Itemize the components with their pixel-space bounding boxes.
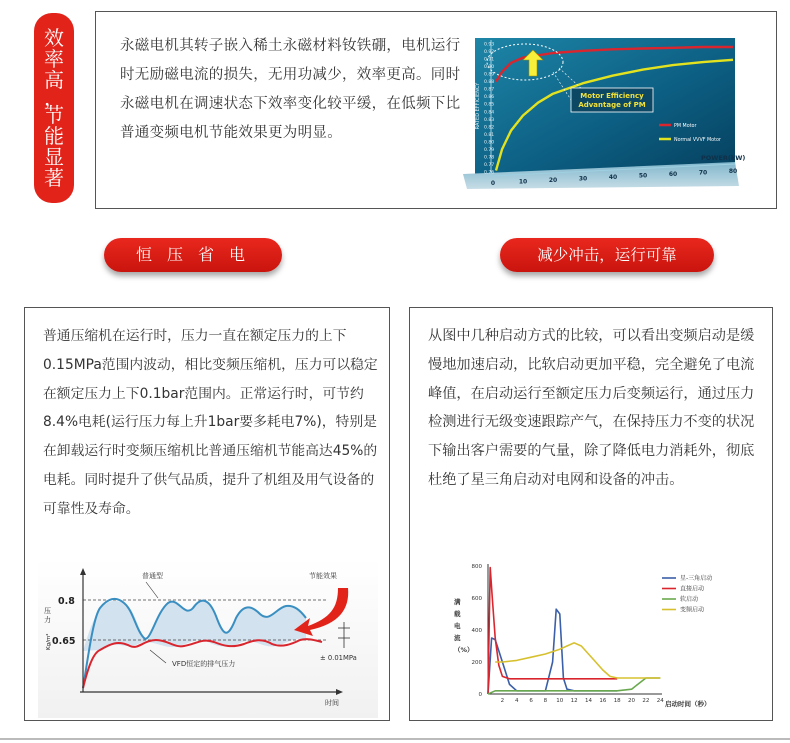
motor-x-tick: 0 bbox=[490, 179, 496, 187]
motor-y-tick: 0.93 bbox=[484, 42, 495, 48]
callout-title: Motor Efficiency bbox=[580, 92, 644, 100]
motor-x-tick: 60 bbox=[668, 171, 678, 179]
start-x-tick: 6 bbox=[529, 698, 533, 704]
motor-y-tick: 0.84 bbox=[484, 110, 495, 116]
tag-char: 著 bbox=[44, 165, 64, 190]
motor-x-tick: 30 bbox=[578, 175, 588, 183]
legend-label: 软启动 bbox=[680, 596, 699, 603]
motor-y-tick: 0.91 bbox=[484, 57, 495, 63]
start-x-tick: 10 bbox=[556, 698, 564, 704]
legend-pm-label: PM Motor bbox=[674, 124, 697, 129]
constant-pressure-paragraph: 普通压缩机在运行时，压力一直在额定压力的上下0.15MPa范围内波动，相比变频压缩机，压力可以稳定在额定压力上下0.1bar范围内。正常运行时，可节约8.4%电耗(运行压力每上升1bar要多耗电7%)，特别是在卸载运行时变频压缩机比普通压缩机节能高达45%的电耗。同时提升了供气品质，提升了机组及用气设备的可靠性及寿命。 bbox=[43, 328, 378, 517]
start-y-tick: 200 bbox=[471, 660, 482, 666]
tick-lower: 0.65 bbox=[52, 636, 76, 647]
tag-char: 高 bbox=[44, 67, 64, 92]
motor-y-tick: 0.92 bbox=[484, 50, 495, 56]
start-y-label-char: 流 bbox=[454, 634, 461, 642]
legend-vvvf-label: Normal VVVF Motor bbox=[674, 138, 721, 143]
tag-char: 率 bbox=[44, 46, 64, 71]
start-x-tick: 16 bbox=[599, 698, 607, 704]
tag-char: 显 bbox=[44, 144, 64, 169]
motor-y-tick: 0.87 bbox=[484, 87, 495, 93]
motor-y-tick: 0.82 bbox=[484, 125, 495, 131]
tag-char: 能 bbox=[44, 123, 64, 148]
saving-label: 节能效果 bbox=[309, 572, 337, 580]
motor-y-tick: 0.88 bbox=[484, 80, 495, 86]
motor-y-label: RATED EFFICIENCY bbox=[475, 82, 481, 130]
motor-y-tick: 0.80 bbox=[484, 140, 495, 146]
start-y-label-char: 电 bbox=[454, 622, 461, 630]
constant-pressure-pill: 恒压省电 bbox=[104, 238, 282, 272]
motor-y-tick: 0.90 bbox=[484, 65, 495, 71]
start-y-label-char: （%） bbox=[454, 646, 474, 654]
motor-y-tick: 0.83 bbox=[484, 117, 495, 123]
tag-char: ， bbox=[44, 85, 64, 110]
motor-y-tick: 0.86 bbox=[484, 95, 495, 101]
efficiency-box bbox=[95, 11, 777, 209]
pressure-y-label-1: 压 bbox=[44, 607, 51, 615]
start-x-tick: 4 bbox=[514, 698, 519, 704]
direct-start-line bbox=[488, 568, 617, 694]
motor-y-tick: 0.78 bbox=[484, 155, 495, 161]
motor-x-tick: 10 bbox=[518, 178, 528, 186]
efficiency-tag bbox=[34, 13, 74, 203]
legend-label: 星-三角启动 bbox=[680, 575, 713, 582]
vfd-start-line bbox=[495, 643, 660, 678]
reduce-impact-pill: 减少冲击，运行可靠 bbox=[500, 238, 714, 272]
start-y-tick: 400 bbox=[471, 628, 482, 634]
start-x-tick: 22 bbox=[642, 698, 650, 704]
motor-efficiency-chart bbox=[463, 36, 746, 189]
page-bottom-rule bbox=[0, 738, 790, 740]
constant-pressure-box bbox=[24, 307, 390, 721]
start-y-tick: 0 bbox=[478, 692, 482, 698]
pressure-y-unit: Kg/m² bbox=[46, 633, 52, 650]
start-x-tick: 8 bbox=[543, 698, 548, 704]
motor-y-tick: 0.81 bbox=[484, 132, 495, 138]
motor-x-tick: 40 bbox=[608, 174, 618, 182]
start-current-chart bbox=[440, 556, 760, 716]
tick-upper: 0.8 bbox=[58, 596, 75, 607]
start-x-tick: 24 bbox=[656, 698, 664, 704]
reliable-start-box bbox=[409, 307, 773, 721]
start-x-tick: 20 bbox=[628, 698, 636, 704]
tag-char: 效 bbox=[44, 25, 64, 50]
efficiency-paragraph: 永磁电机其转子嵌入稀土永磁材料钕铁硼，电机运行时无励磁电流的损失，无用功减少，效率更高。同时永磁电机在调速状态下效率变化较平缓，在低频下比普通变频电机节能效果更为明显。 bbox=[120, 38, 461, 141]
start-y-tick: 600 bbox=[471, 596, 482, 602]
legend-label: 变频启动 bbox=[680, 606, 705, 614]
soft-start-line bbox=[488, 678, 660, 694]
motor-y-tick: 0.89 bbox=[484, 72, 495, 78]
normal-label: 普通型 bbox=[142, 572, 163, 580]
pressure-x-label: 时间 bbox=[325, 699, 339, 707]
legend-label: 直接启动 bbox=[680, 585, 705, 593]
vfd-label: VFD恒定的排气压力 bbox=[172, 660, 236, 668]
start-y-label-char: 载 bbox=[454, 610, 461, 618]
motor-x-label: POWER(kW) bbox=[701, 154, 746, 162]
start-x-tick: 18 bbox=[613, 698, 621, 704]
motor-y-tick: 0.77 bbox=[484, 162, 495, 168]
start-y-tick: 800 bbox=[471, 564, 482, 570]
start-x-tick: 12 bbox=[570, 698, 578, 704]
motor-y-tick: 0.79 bbox=[484, 147, 495, 153]
motor-x-tick: 70 bbox=[698, 169, 708, 177]
pressure-y-label-2: 力 bbox=[44, 616, 51, 624]
start-x-tick: 14 bbox=[584, 698, 592, 704]
motor-x-tick: 50 bbox=[638, 172, 648, 180]
motor-x-tick: 20 bbox=[548, 176, 558, 184]
tag-char: 节 bbox=[44, 102, 64, 127]
motor-y-tick: 0.85 bbox=[484, 102, 495, 108]
start-y-label-char: 满 bbox=[454, 598, 461, 606]
callout-subtitle: Advantage of PM bbox=[578, 101, 646, 109]
motor-x-tick: 80 bbox=[728, 168, 738, 176]
motor-y-tick: 0.76 bbox=[484, 170, 495, 176]
reliable-start-paragraph: 从图中几种启动方式的比较，可以看出变频启动是缓慢地加速启动，比软启动更加平稳，完全避免了电流峰值，在启动运行至额定压力后变频运行，通过压力检测进行无级变速跟踪产气，在保持压力不变的状况下输出客户需要的气量，除了降低电力消耗外，彻底杜绝了星三角启动对电网和设备的冲击。 bbox=[428, 328, 755, 488]
pressure-comparison-chart bbox=[38, 558, 378, 718]
start-x-label: 启动时间（秒） bbox=[665, 700, 711, 708]
start-x-tick: 2 bbox=[500, 698, 505, 704]
tolerance-label: ± 0.01MPa bbox=[320, 654, 357, 662]
